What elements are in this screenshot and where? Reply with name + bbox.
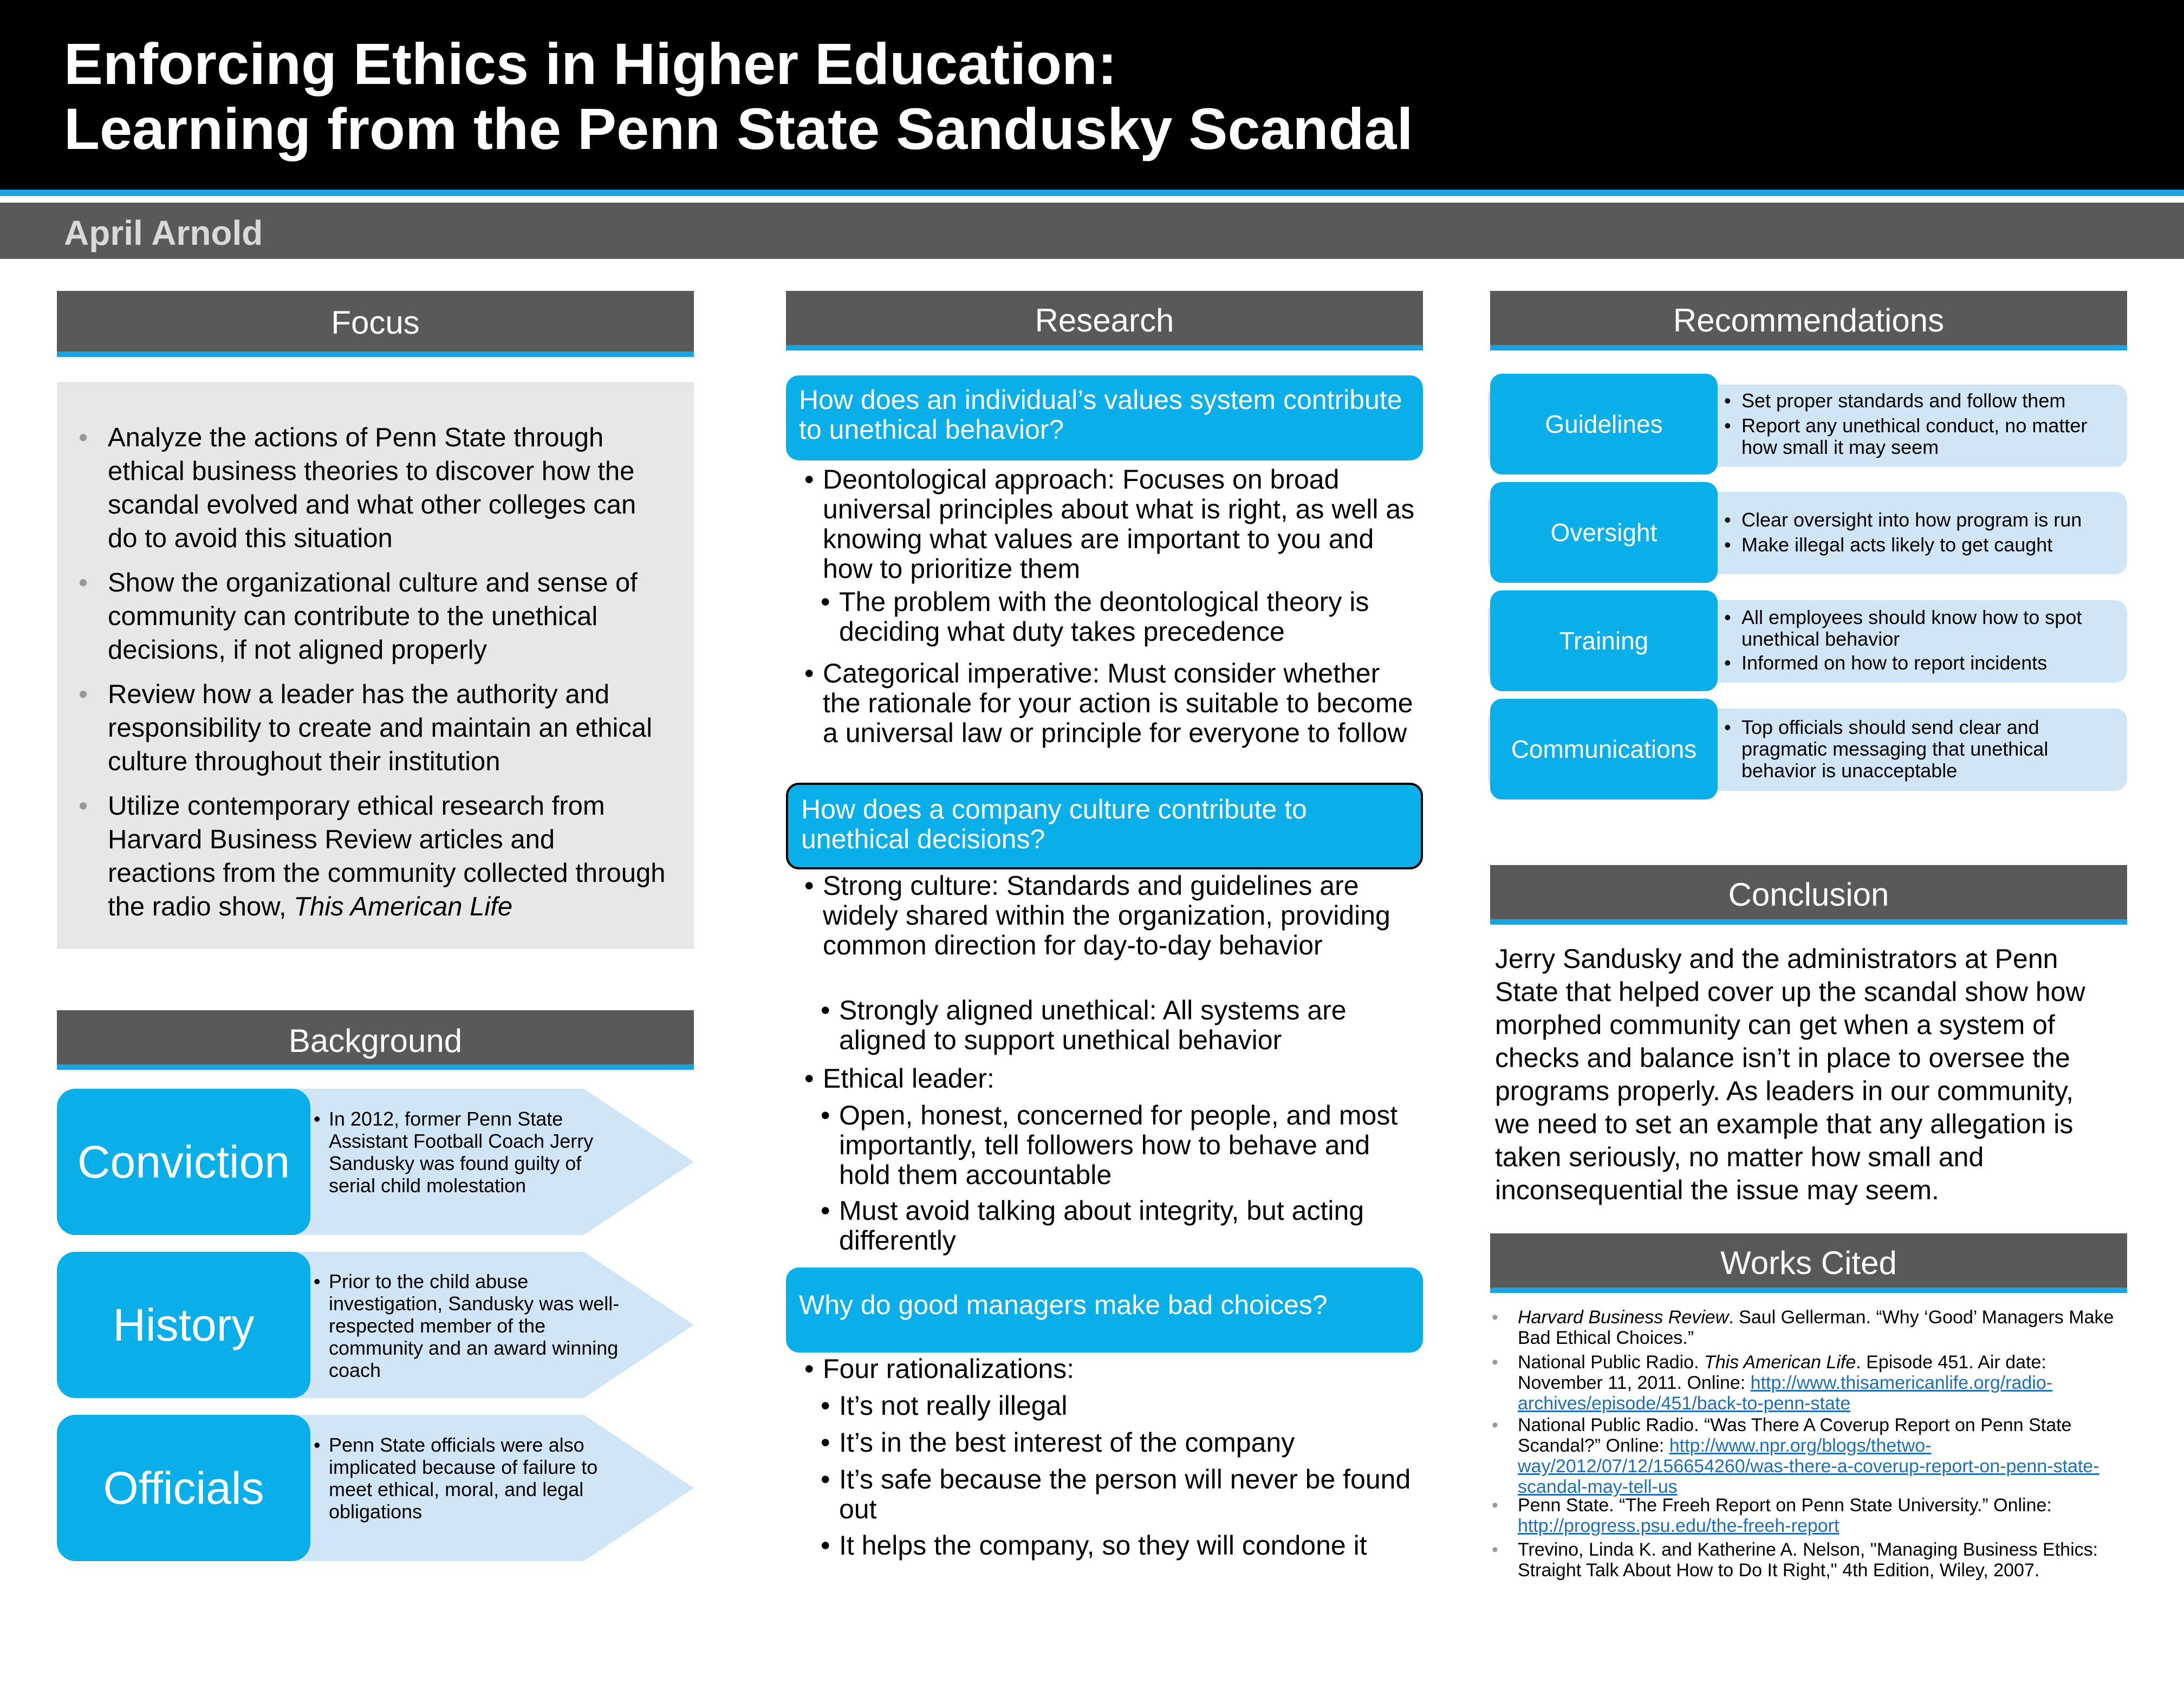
research-heading-text: Research: [1035, 302, 1174, 339]
research-item-text: Categorical imperative: Must consider whether the rationale for your action is suitable to become a universal law or principle for everyone to follow: [823, 658, 1413, 748]
research-subitem: • It helps the company, so they will condone it: [821, 1530, 1367, 1561]
oversight-text: [1724, 509, 2121, 556]
research-answers-3: [804, 1354, 1422, 1571]
research-question-3: Why do good managers make bad choices?: [786, 1268, 1423, 1353]
works-cited-heading-text: Works Cited: [1720, 1245, 1897, 1281]
research-answers-1: [804, 465, 1422, 774]
recommendation-item: • Top officials should send clear and pragmatic messaging that unethical behavior is unacceptable: [1724, 716, 2049, 782]
guidelines-label: Guidelines: [1490, 374, 1718, 474]
history-text-content: Prior to the child abuse investigation, Sandusky was well-respected member of the community and an award winning coach: [329, 1270, 620, 1381]
research-item-text: It’s not really illegal: [839, 1390, 1068, 1421]
conclusion-heading: [1490, 865, 2127, 925]
focus-item: [106, 789, 667, 924]
history-text: • Prior to the child abuse investigation, Sandusky was well-respected member of the community and an award winning coach: [314, 1270, 620, 1381]
citation-italic: This American Life: [1704, 1352, 1856, 1373]
research-item-text: Deontological approach: Focuses on broad universal principles about what is right, as well as knowing what values are important to you and how to prioritize them: [823, 464, 1415, 584]
poster-title-line1: Enforcing Ethics in Higher Education:: [64, 31, 1117, 96]
citation-item: [1518, 1495, 2130, 1536]
conviction-text-content: In 2012, former Penn State Assistant Football Coach Jerry Sandusky was found guilty of serial child molestation: [329, 1108, 594, 1197]
citation-text: Penn State. “The Freeh Report on Penn State University.” Online:: [1518, 1495, 2052, 1516]
citation-text: . Episode 451. Air date: November 11, 2011. Online:: [1518, 1352, 2046, 1393]
officials-label: Officials: [57, 1415, 310, 1561]
recommendation-item-text: Clear oversight into how program is run: [1741, 509, 2082, 531]
author-bar: [0, 203, 2184, 259]
poster-title-line2: Learning from the Penn State Sandusky Scandal: [64, 96, 1413, 161]
citation-text: National Public Radio. “Was There A Coverup Report on Penn State Scandal?” Online:: [1518, 1415, 2072, 1456]
communications-text: [1724, 716, 2088, 782]
guidelines-text: [1724, 389, 2121, 458]
research-item: • Strong culture: Standards and guidelines are widely shared within the organization, providing common direction for day-to-day behavior: [804, 870, 1390, 960]
focus-heading-text: Focus: [331, 304, 420, 341]
citation-item: • Trevino, Linda K. and Katherine A. Nelson, "Managing Business Ethics: Straight Talk About How to Do It Right," 4th Edition, Wiley, 2007.: [1518, 1539, 2130, 1581]
recommendation-item: • Clear oversight into how program is run: [1724, 509, 2082, 531]
recommendations-heading-text: Recommendations: [1673, 302, 1945, 339]
focus-item: • Analyze the actions of Penn State through ethical business theories to discover how the scandal evolved and what other colleges can do to avoid this situation: [106, 421, 667, 555]
research-item: • Categorical imperative: Must consider whether the rationale for your action is suitable to become a universal law or principle for everyone to follow: [804, 658, 1413, 748]
oversight-label: Oversight: [1490, 482, 1718, 583]
research-item-text: Open, honest, concerned for people, and most importantly, tell followers how to behave and hold them accountable: [839, 1100, 1398, 1190]
citation-item: [1518, 1415, 2130, 1497]
works-cited-heading: [1490, 1233, 2127, 1293]
recommendation-item: • All employees should know how to spot unethical behavior: [1724, 606, 2082, 650]
recommendation-item-text: Set proper standards and follow them: [1741, 389, 2066, 412]
citation-link[interactable]: http://www.npr.org/blogs/thetwo-way/2012/07/12/156654260/was-there-a-coverup-report-on-penn-state-scandal-may-tell-us: [1518, 1435, 2100, 1497]
recommendation-item: • Make illegal acts likely to get caught: [1724, 534, 2053, 556]
research-subitem: • Must avoid talking about integrity, but acting differently: [821, 1195, 1364, 1256]
research-item-text: It’s in the best interest of the company: [839, 1427, 1295, 1458]
research-item-text: Four rationalizations:: [823, 1354, 1075, 1384]
citation-italic: Harvard Business Review: [1518, 1307, 1729, 1328]
recommendation-item-text: All employees should know how to spot unethical behavior: [1741, 606, 2082, 650]
citation-link[interactable]: http://progress.psu.edu/the-freeh-report: [1518, 1516, 1839, 1536]
citation-item: [1518, 1352, 2130, 1414]
research-subitem: • It’s safe because the person will never be found out: [821, 1464, 1411, 1524]
research-item-text: Must avoid talking about integrity, but acting differently: [839, 1195, 1364, 1256]
recommendation-item: • Informed on how to report incidents: [1724, 652, 2047, 674]
research-subitem: • It’s in the best interest of the company: [821, 1427, 1295, 1458]
research-subitem: • It’s not really illegal: [821, 1390, 1068, 1421]
focus-item: • Show the organizational culture and sense of community can contribute to the unethical decisions, if not aligned properly: [106, 566, 667, 667]
background-heading: [57, 1010, 694, 1070]
history-label: History: [57, 1252, 310, 1398]
author-name: April Arnold: [64, 213, 263, 252]
research-heading: [786, 291, 1423, 350]
focus-heading: [57, 291, 694, 357]
focus-list: [106, 421, 667, 924]
recommendation-item-text: Top officials should send clear and pragmatic messaging that unethical behavior is unacceptable: [1741, 716, 2049, 782]
research-question-2: How does a company culture contribute to unethical decisions?: [786, 783, 1423, 869]
focus-item-text: Utilize contemporary ethical research from Harvard Business Review articles and reactions from the community collected through the radio show,: [108, 791, 666, 921]
research-item-text: Ethical leader:: [823, 1063, 994, 1094]
research-subitem: • The problem with the deontological theory is deciding what duty takes precedence: [821, 587, 1369, 647]
focus-item-italic: This American Life: [294, 892, 513, 921]
citation-text: National Public Radio.: [1518, 1352, 1704, 1373]
officials-text-content: Penn State officials were also implicated because of failure to meet ethical, moral, and legal obligations: [329, 1434, 598, 1523]
research-subitem: • Strongly aligned unethical: All systems are aligned to support unethical behavior: [821, 995, 1347, 1055]
research-answers-2: [804, 871, 1422, 1257]
recommendation-item-text: Make illegal acts likely to get caught: [1741, 534, 2053, 556]
focus-box: [57, 382, 694, 949]
focus-item: • Review how a leader has the authority and responsibility to create and maintain an ethical culture throughout their institution: [106, 678, 667, 778]
research-item-text: Strongly aligned unethical: All systems are aligned to support unethical behavior: [839, 995, 1347, 1055]
research-item-text: The problem with the deontological theory is deciding what duty takes precedence: [839, 587, 1369, 647]
research-item: • Ethical leader:: [804, 1063, 994, 1094]
citation-link[interactable]: http://www.thisamericanlife.org/radio-archives/episode/451/back-to-penn-state: [1518, 1373, 2053, 1414]
conviction-label: Conviction: [57, 1089, 310, 1235]
recommendation-item: • Report any unethical conduct, no matter how small it may seem: [1724, 414, 2088, 458]
research-item: • Deontological approach: Focuses on broad universal principles about what is right, as well as knowing what values are important to you and how to prioritize them: [804, 464, 1415, 584]
recommendation-item-text: Report any unethical conduct, no matter how small it may seem: [1741, 414, 2088, 458]
communications-label: Communications: [1490, 699, 1718, 800]
conclusion-text: Jerry Sandusky and the administrators at Penn State that helped cover up the scandal show how morphed community can get when a system of checks and balance isn’t in place to oversee the programs properly. As leaders in our community, we need to set an example that any allegation is taken seriously, no matter how small and inconsequential the issue may seem.: [1495, 944, 2085, 1205]
conviction-text: • In 2012, former Penn State Assistant Football Coach Jerry Sandusky was found guilty of serial child molestation: [314, 1108, 594, 1197]
research-item: • Four rationalizations:: [804, 1354, 1075, 1384]
title-bar: [0, 0, 2184, 196]
research-item-text: It’s safe because the person will never be found out: [839, 1464, 1411, 1524]
research-item-text: Strong culture: Standards and guidelines are widely shared within the organization, providing common direction for day-to-day behavior: [823, 870, 1390, 960]
citation-text: . Saul Gellerman. “Why ‘Good’ Managers Make Bad Ethical Choices.”: [1518, 1307, 2114, 1348]
recommendation-item: • Set proper standards and follow them: [1724, 389, 2066, 412]
recommendations-heading: [1490, 291, 2127, 350]
training-label: Training: [1490, 590, 1718, 691]
training-text: [1724, 606, 2121, 674]
research-item-text: It helps the company, so they will condone it: [839, 1530, 1367, 1561]
recommendation-item-text: Informed on how to report incidents: [1741, 652, 2047, 674]
citation-item: [1518, 1307, 2130, 1348]
conclusion-heading-text: Conclusion: [1728, 876, 1889, 913]
research-subitem: • Open, honest, concerned for people, and most importantly, tell followers how to behave and hold them accountable: [821, 1100, 1398, 1190]
research-question-1: How does an individual’s values system contribute to unethical behavior?: [786, 375, 1423, 460]
officials-text: • Penn State officials were also implicated because of failure to meet ethical, moral, and legal obligations: [314, 1434, 598, 1523]
background-heading-text: Background: [288, 1023, 463, 1059]
